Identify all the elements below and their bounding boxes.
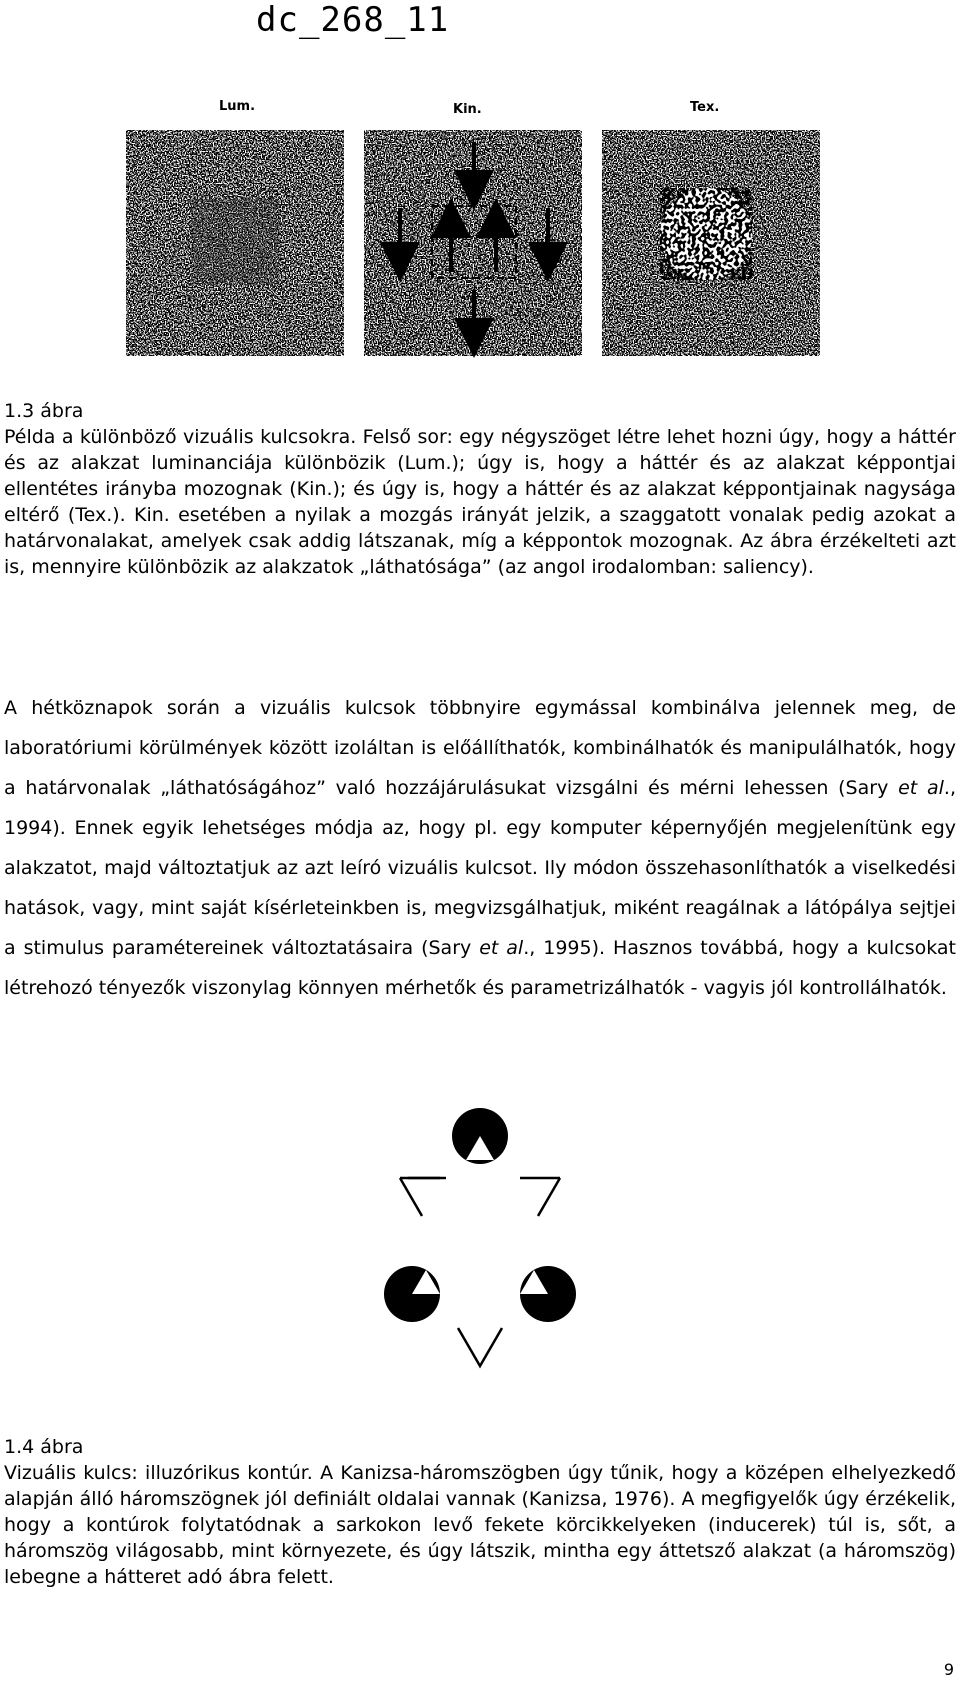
inducer-top [452, 1108, 508, 1164]
panel-texture [602, 130, 820, 356]
body-text-part: ., 1994). Ennek egyik lehetséges módja az, hogy pl. egy komputer képernyőjén megjelenítünk egy alakzatot, majd változtatjuk az azt leíró vizuális kulcsot. Ily módon összehasonlíthatók a viselkedési hatások, vagy, mint saját kísérleteinkben is, megvizsgálhatjuk, miként reagálnak a látópálya sejtjei a stimulus paramétereinek változtatásaira (Sary [4, 777, 956, 959]
document-id: dc_268_11 [256, 0, 450, 40]
figure-1-3-number: 1.3 ábra [4, 400, 84, 422]
panel-label-lum: Lum. [219, 99, 256, 114]
body-paragraph [4, 688, 956, 1008]
et-al-citation: et al [898, 777, 944, 799]
body-text-part: A hétköznapok során a vizuális kulcsok többnyire egymással kombinálva jelennek meg, de laboratóriumi körülmények között izoláltan is előállíthatók, kombinálhatók és manipulálhatók, hogy a határvonalak „láthatóságához” való hozzájárulásukat vizsgálni és mérni lehessen (Sary [4, 697, 956, 799]
panel-label-kin: Kin. [453, 102, 482, 117]
inducer-left [384, 1266, 440, 1322]
figure-1-4-caption: Vizuális kulcs: illuzórikus kontúr. A Kanizsa-háromszögben úgy tűnik, hogy a középen elhelyezkedő alapján álló háromszögnek jól definiált oldalai vannak (Kanizsa, 1976). A megfigyelők úgy érzékelik, hogy a kontúrok folytatódnak a sarkokon levő fekete körcikkelyeken (inducerek) túl is, sőt, a háromszög világosabb, mint környezete, és úgy látszik, mintha egy áttetsző alakzat (a háromszög) lebegne a hátteret adó ábra felett. [4, 1462, 956, 1588]
kanizsa-triangle-figure [380, 1098, 580, 1398]
figure-1-3-caption: Példa a különböző vizuális kulcsokra. Felső sor: egy négyszöget létre lehet hozni úgy, hogy a háttér és az alakzat luminanciája különbözik (Lum.); úgy is, hogy a háttér és az alakzat képpontjai ellentétes irányba mozognak (Kin.); és úgy is, hogy a háttér és az alakzat képpontjainak nagysága eltérő (Tex.). Kin. esetében a nyilak a mozgás irányát jelzik, a szaggatott vonalak pedig azokat a határvonalakat, amelyek csak addig látszanak, míg a képpontok mozognak. Az ábra érzékelteti azt is, mennyire különbözik az alakzatok „láthatósága” (az angol irodalomban: saliency). [4, 426, 956, 578]
figure-1-4-number: 1.4 ábra [4, 1436, 84, 1458]
page-number: 9 [943, 1660, 954, 1679]
panel-label-tex: Tex. [690, 100, 720, 115]
et-al-citation: et al [479, 937, 524, 959]
body-text-part: ., 1995). Hasznos továbbá, hogy a kulcsokat létrehozó tényezők viszonylag könnyen mérhetők és parametrizálhatók - vagyis jól kontrollálhatók. [4, 937, 956, 999]
panel-kinetic [364, 130, 582, 356]
inducer-right [520, 1266, 576, 1322]
panel-luminance [126, 130, 344, 356]
